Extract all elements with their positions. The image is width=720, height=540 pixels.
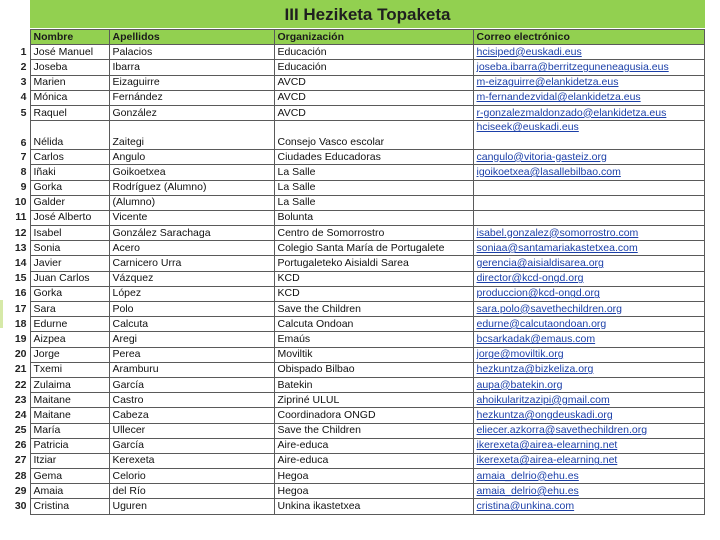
cell-organizacion[interactable]: Educación (274, 45, 473, 60)
cell-apellidos[interactable]: Aramburu (109, 362, 274, 377)
table-row (4, 271, 704, 286)
row-number[interactable]: 8 (20, 165, 27, 178)
cell-apellidos[interactable]: González Sarachaga (109, 226, 274, 241)
cell-correo[interactable]: amaia_delrio@ehu.es (473, 484, 704, 499)
cell-apellidos[interactable]: González (109, 105, 274, 120)
cell-organizacion[interactable]: Zipriné ULUL (274, 393, 473, 408)
header-apellidos[interactable]: Apellidos (109, 30, 274, 45)
cell-correo[interactable]: eliecer.azkorra@savethechildren.org (473, 423, 704, 438)
table-row (4, 362, 704, 377)
cell-apellidos[interactable]: Ullecer (109, 423, 274, 438)
cell-nombre[interactable]: Gema (30, 469, 109, 484)
cell-apellidos[interactable]: Uguren (109, 499, 274, 514)
cell-organizacion[interactable]: AVCD (274, 75, 473, 90)
table-row (4, 438, 704, 453)
cell-nombre[interactable]: Sara (30, 302, 109, 317)
row-number[interactable]: 6 (20, 136, 27, 149)
cell-organizacion[interactable]: Emaús (274, 332, 473, 347)
cell-apellidos[interactable]: Vicente (109, 210, 274, 225)
cell-nombre[interactable]: Maitane (30, 408, 109, 423)
cell-organizacion[interactable]: Coordinadora ONGD (274, 408, 473, 423)
row-number[interactable]: 19 (14, 332, 27, 345)
cell-nombre[interactable]: José Manuel (30, 45, 109, 60)
cell-organizacion[interactable]: La Salle (274, 180, 473, 195)
cell-apellidos[interactable]: Polo (109, 302, 274, 317)
cell-organizacion[interactable]: Batekin (274, 377, 473, 392)
cell-apellidos[interactable]: del Río (109, 484, 274, 499)
row-number[interactable]: 24 (14, 408, 27, 421)
table-row (4, 121, 704, 150)
cell-nombre[interactable]: Javier (30, 256, 109, 271)
cell-nombre[interactable]: Patricia (30, 438, 109, 453)
cell-correo[interactable]: m-fernandezvidal@elankidetza.eus (473, 90, 704, 105)
cell-nombre[interactable]: Txemi (30, 362, 109, 377)
cell-correo[interactable]: ikerexeta@airea-elearning.net (473, 438, 704, 453)
table-row (4, 469, 704, 484)
cell-apellidos[interactable]: Ibarra (109, 60, 274, 75)
participants-table (4, 29, 705, 515)
cell-nombre[interactable]: Raquel (30, 105, 109, 120)
table-row (4, 105, 704, 120)
cell-organizacion[interactable]: KCD (274, 286, 473, 301)
cell-nombre[interactable]: Sonia (30, 241, 109, 256)
cell-nombre[interactable]: Zulaima (30, 377, 109, 392)
cell-nombre[interactable]: José Alberto (30, 210, 109, 225)
cell-correo[interactable]: bcsarkadak@emaus.com (473, 332, 704, 347)
cell-nombre[interactable]: Edurne (30, 317, 109, 332)
cell-correo[interactable]: hezkuntza@ongdeuskadi.org (473, 408, 704, 423)
row-number[interactable]: 2 (20, 60, 27, 73)
table-row (4, 60, 704, 75)
table-row (4, 45, 704, 60)
cell-organizacion[interactable]: Bolunta (274, 210, 473, 225)
row-number[interactable]: 22 (14, 378, 27, 391)
cell-nombre[interactable]: Marien (30, 75, 109, 90)
header-correo[interactable]: Correo electrónico (473, 30, 704, 45)
table-row (4, 332, 704, 347)
sheet-title-bar (30, 0, 705, 28)
table-row (4, 195, 704, 210)
row-number[interactable]: 28 (14, 469, 27, 482)
table-row (4, 256, 704, 271)
cell-apellidos[interactable]: Goikoetxea (109, 165, 274, 180)
cell-correo[interactable]: hezkuntza@bizkeliza.org (473, 362, 704, 377)
cell-nombre[interactable]: Mónica (30, 90, 109, 105)
row-number[interactable]: 12 (14, 226, 27, 239)
cell-nombre[interactable]: Galder (30, 195, 109, 210)
row-number[interactable]: 18 (14, 317, 27, 330)
cell-nombre[interactable]: Aizpea (30, 332, 109, 347)
row-number[interactable]: 16 (14, 287, 27, 300)
cell-correo[interactable]: ikerexeta@airea-elearning.net (473, 453, 704, 468)
table-row (4, 423, 704, 438)
cell-organizacion[interactable]: Unkina ikastetxea (274, 499, 473, 514)
cell-correo[interactable]: director@kcd-ongd.org (473, 271, 704, 286)
row-number[interactable]: 17 (14, 302, 27, 315)
table-row (4, 499, 704, 514)
cell-organizacion[interactable]: AVCD (274, 105, 473, 120)
cell-correo[interactable]: hcisiped@euskadi.eus (473, 45, 704, 60)
cell-apellidos[interactable]: Palacios (109, 45, 274, 60)
row-number[interactable]: 23 (14, 393, 27, 406)
cell-nombre[interactable]: Nélida (30, 121, 109, 150)
cell-correo[interactable]: igoikoetxea@lasallebilbao.com (473, 165, 704, 180)
row-number[interactable]: 26 (14, 439, 27, 452)
cell-correo[interactable]: sara.polo@savethechildren.org (473, 302, 704, 317)
table-row (4, 302, 704, 317)
row-number[interactable]: 7 (20, 150, 27, 163)
cell-apellidos[interactable]: Cabeza (109, 408, 274, 423)
cell-organizacion[interactable]: Colegio Santa María de Portugalete (274, 241, 473, 256)
table-row (4, 150, 704, 165)
table-row (4, 347, 704, 362)
cell-nombre[interactable]: Amaia (30, 484, 109, 499)
row-number[interactable]: 9 (20, 181, 27, 194)
cell-organizacion[interactable]: Portugaleteko Aisialdi Sarea (274, 256, 473, 271)
table-row (4, 226, 704, 241)
cell-correo[interactable]: r-gonzalezmaldonzado@elankidetza.eus (473, 105, 704, 120)
header-row (4, 30, 704, 45)
cell-apellidos[interactable]: Calcuta (109, 317, 274, 332)
header-organizacion[interactable]: Organización (274, 30, 473, 45)
row-number[interactable]: 30 (14, 500, 27, 513)
cell-apellidos[interactable]: Castro (109, 393, 274, 408)
sheet-title: III Heziketa Topaketa (284, 5, 451, 24)
cell-apellidos[interactable]: Perea (109, 347, 274, 362)
cell-organizacion[interactable]: AVCD (274, 90, 473, 105)
cell-correo[interactable]: isabel.gonzalez@somorrostro.com (473, 226, 704, 241)
cell-apellidos[interactable]: Aregi (109, 332, 274, 347)
row-number[interactable]: 27 (14, 454, 27, 467)
row-number[interactable]: 3 (20, 76, 27, 89)
cell-nombre[interactable]: Joseba (30, 60, 109, 75)
table-row (4, 210, 704, 225)
cell-apellidos[interactable]: (Alumno) (109, 195, 274, 210)
table-row (4, 286, 704, 301)
table-row (4, 453, 704, 468)
cell-organizacion[interactable]: Educación (274, 60, 473, 75)
cell-correo[interactable]: soniaa@santamariakastetxea.com (473, 241, 704, 256)
cell-apellidos[interactable]: Eizaguirre (109, 75, 274, 90)
cell-correo[interactable] (473, 180, 704, 195)
cell-organizacion[interactable]: Hegoa (274, 484, 473, 499)
cell-organizacion[interactable]: Ciudades Educadoras (274, 150, 473, 165)
cell-apellidos[interactable]: Rodríguez (Alumno) (109, 180, 274, 195)
row-number[interactable]: 13 (14, 241, 27, 254)
cell-correo[interactable]: m-eizaguirre@elankidetza.eus (473, 75, 704, 90)
cell-correo[interactable]: joseba.ibarra@berritzeguneneagusia.eus (473, 60, 704, 75)
cell-organizacion[interactable]: Save the Children (274, 302, 473, 317)
cell-organizacion[interactable]: Save the Children (274, 423, 473, 438)
cell-nombre[interactable]: Jorge (30, 347, 109, 362)
row-number[interactable]: 21 (14, 363, 27, 376)
row-number[interactable]: 4 (20, 91, 27, 104)
header-index (4, 30, 30, 45)
cell-correo[interactable] (473, 195, 704, 210)
cell-correo[interactable]: ahoikularitzazipi@gmail.com (473, 393, 704, 408)
cell-apellidos[interactable]: Carnicero Urra (109, 256, 274, 271)
cell-correo[interactable]: produccion@kcd-ongd.org (473, 286, 704, 301)
cell-organizacion[interactable]: Calcuta Ondoan (274, 317, 473, 332)
cell-correo[interactable]: hciseek@euskadi.eus (473, 121, 704, 150)
cell-apellidos[interactable]: Fernández (109, 90, 274, 105)
table-row (4, 393, 704, 408)
cell-correo[interactable]: edurne@calcutaondoan.org (473, 317, 704, 332)
cell-apellidos[interactable]: Angulo (109, 150, 274, 165)
cell-nombre[interactable]: Juan Carlos (30, 271, 109, 286)
cell-correo[interactable]: jorge@moviltik.org (473, 347, 704, 362)
row-number[interactable]: 5 (20, 106, 27, 119)
cell-nombre[interactable]: Isabel (30, 226, 109, 241)
cell-nombre[interactable]: Carlos (30, 150, 109, 165)
cell-correo[interactable]: amaia_delrio@ehu.es (473, 469, 704, 484)
cell-correo[interactable]: cangulo@vitoria-gasteiz.org (473, 150, 704, 165)
header-nombre[interactable]: Nombre (30, 30, 109, 45)
cell-apellidos[interactable]: Acero (109, 241, 274, 256)
row-number[interactable]: 11 (15, 211, 27, 224)
row-number[interactable]: 25 (14, 424, 27, 437)
cell-nombre[interactable]: Gorka (30, 286, 109, 301)
cell-organizacion[interactable]: Hegoa (274, 469, 473, 484)
row-selection-marker (0, 300, 3, 328)
cell-organizacion[interactable]: Aire-educa (274, 438, 473, 453)
row-number[interactable]: 10 (14, 196, 27, 209)
table-row (4, 408, 704, 423)
cell-correo[interactable] (473, 210, 704, 225)
table-row (4, 165, 704, 180)
cell-nombre[interactable]: Gorka (30, 180, 109, 195)
row-number[interactable]: 14 (14, 257, 27, 270)
cell-apellidos[interactable]: Kerexeta (109, 453, 274, 468)
cell-nombre[interactable]: Iñaki (30, 165, 109, 180)
table-row (4, 484, 704, 499)
row-number[interactable]: 1 (20, 45, 27, 58)
cell-nombre[interactable]: Maitane (30, 393, 109, 408)
cell-correo[interactable]: aupa@batekin.org (473, 377, 704, 392)
table-row (4, 241, 704, 256)
cell-organizacion[interactable]: La Salle (274, 165, 473, 180)
cell-organizacion[interactable]: Obispado Bilbao (274, 362, 473, 377)
row-number[interactable]: 20 (14, 348, 27, 361)
cell-apellidos[interactable]: Celorio (109, 469, 274, 484)
cell-apellidos[interactable]: Zaitegi (109, 121, 274, 150)
cell-nombre[interactable]: María (30, 423, 109, 438)
table-row (4, 180, 704, 195)
table-row (4, 377, 704, 392)
cell-organizacion[interactable]: KCD (274, 271, 473, 286)
table-row (4, 317, 704, 332)
cell-organizacion[interactable]: La Salle (274, 195, 473, 210)
table-row (4, 75, 704, 90)
cell-organizacion[interactable]: Centro de Somorrostro (274, 226, 473, 241)
cell-correo[interactable]: cristina@unkina.com (473, 499, 704, 514)
cell-organizacion[interactable]: Aire-educa (274, 453, 473, 468)
cell-organizacion[interactable]: Moviltik (274, 347, 473, 362)
cell-apellidos[interactable]: García (109, 377, 274, 392)
table-row (4, 90, 704, 105)
cell-organizacion[interactable]: Consejo Vasco escolar (274, 121, 473, 150)
row-number[interactable]: 15 (14, 272, 27, 285)
cell-nombre[interactable]: Itziar (30, 453, 109, 468)
row-number[interactable]: 29 (14, 484, 27, 497)
cell-apellidos[interactable]: García (109, 438, 274, 453)
cell-correo[interactable]: gerencia@aisialdisarea.org (473, 256, 704, 271)
cell-nombre[interactable]: Cristina (30, 499, 109, 514)
cell-apellidos[interactable]: Vázquez (109, 271, 274, 286)
cell-apellidos[interactable]: López (109, 286, 274, 301)
